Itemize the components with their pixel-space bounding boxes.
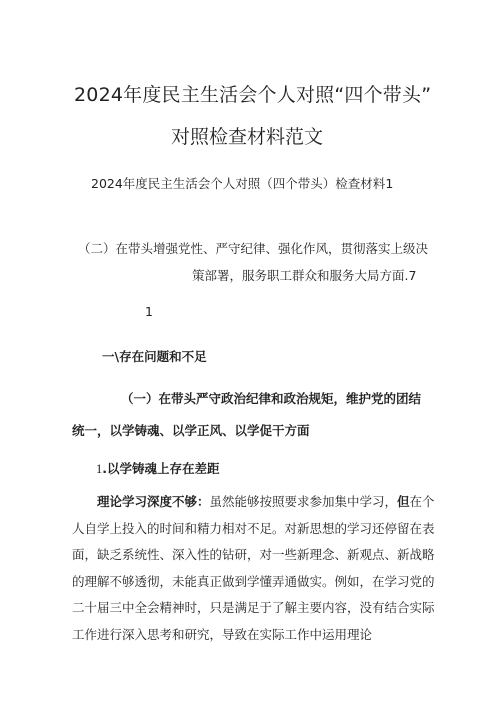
document-subtitle: 2024年度民主生活会个人对照（四个带头）检查材料1: [91, 176, 394, 191]
document-title-line-2: 对照检查材料范文: [171, 126, 324, 148]
paragraph-text-part-1: 虽然能够按照要求参加集中学习，: [209, 494, 398, 509]
subsection-heading-line-2: 统一，以学铸魂、以学正风、以学促干方面: [72, 423, 310, 438]
paragraph-text-part-2: 在个人自学上投入的时间和精力相对不足。对新思想的学习还停留在表面，缺乏系统性、深入性的钻研，对一些新理念、新观点、新战略的理解不够透彻，未能真正做到学懂弄通做实。例如，在学习党的二十届三中全会精神时，只是满足于了解主要内容，没有结合实际工作进行深入思考和研究，导致在实际工作中运用理论: [72, 494, 435, 642]
section-heading: 一\存在问题和不足: [102, 349, 207, 364]
toc-entry-line-1: （二）在带头增强党性、严守纪律、强化作风，贯彻落实上级决: [78, 241, 429, 256]
paragraph-lead: 理论学习深度不够：: [97, 494, 210, 509]
paragraph-bold-word: 但: [397, 494, 410, 509]
subsection-heading-line-1: （一）在带头严守政治纪律和政治规矩，维护党的团结: [121, 391, 422, 406]
toc-page-number: 1: [145, 304, 153, 319]
body-paragraph: [72, 489, 435, 649]
toc-entry-line-2: 策部署，服务职工群众和服务大局方面.7: [192, 268, 417, 283]
item-heading-text: .以学铸魂上存在差距: [102, 461, 220, 476]
document-title-line-1: 2024年度民主生活会个人对照“四个带头”: [74, 84, 432, 106]
item-heading-number: 1: [96, 462, 103, 476]
item-heading: [96, 459, 220, 477]
